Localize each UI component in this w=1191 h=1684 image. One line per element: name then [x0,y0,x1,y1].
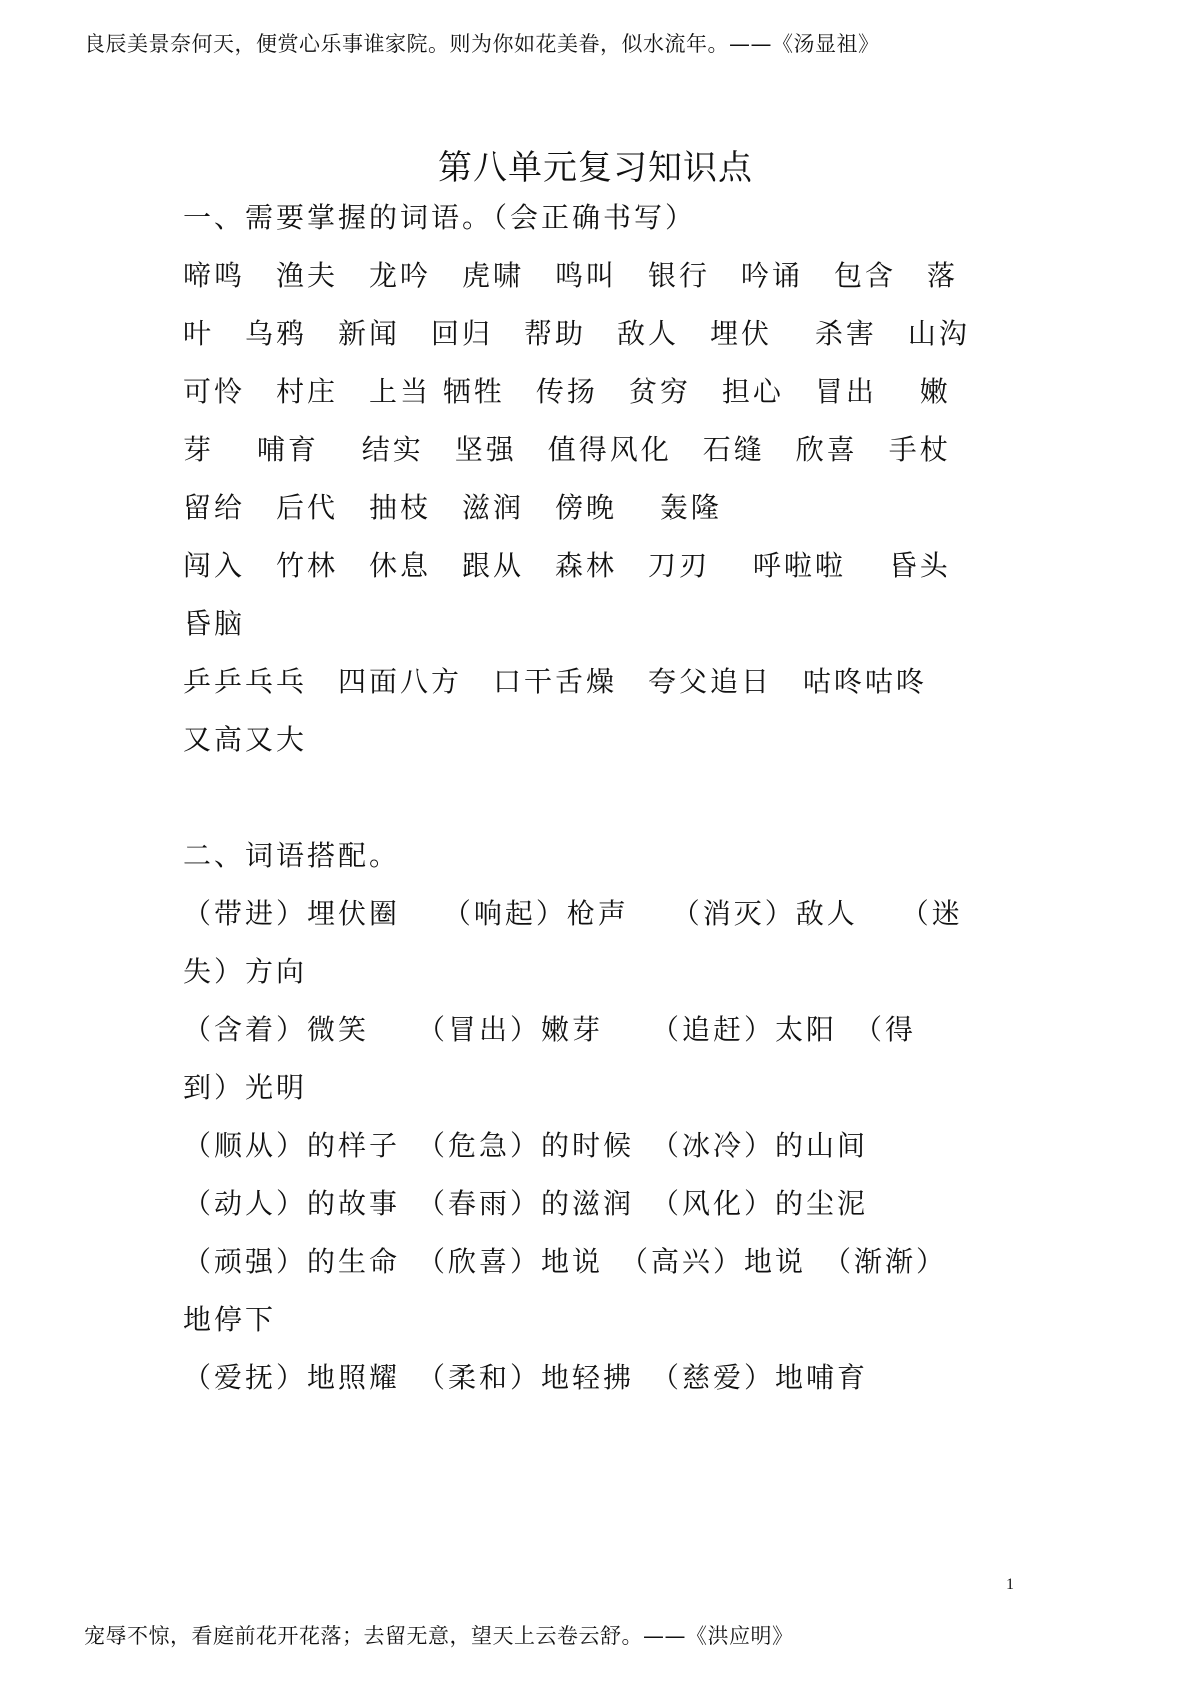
header-quote: 良辰美景奈何天，便赏心乐事谁家院。则为你如花美眷，似水流年。——《汤显祖》 [84,32,880,56]
vocab-line: 昏脑 [183,607,246,640]
page-number: 1 [1006,1576,1014,1593]
vocab-line: 留给 后代 抽枝 滋润 傍晚 轰隆 [183,491,722,524]
pairing-line: 失）方向 [183,955,308,988]
vocab-line: 芽 哺育 结实 坚强 值得风化 石缝 欣喜 手杖 [183,433,951,466]
section1-heading: 一、需要掌握的词语。（会正确书写） [183,201,697,234]
vocab-line: 可怜 村庄 上当 牺牲 传扬 贫穷 担心 冒出 嫩 [183,375,951,408]
pairing-line: （爱抚）地照耀 （柔和）地轻拂 （慈爱）地哺育 [183,1361,869,1394]
pairing-line: （含着）微笑 （冒出）嫩芽 （追赶）太阳 （得 [183,1013,917,1046]
pairing-line: （动人）的故事 （春雨）的滋润 （风化）的尘泥 [183,1187,869,1220]
vocab-line: 乒乒乓乓 四面八方 口干舌燥 夸父追日 咕咚咕咚 [183,665,928,698]
footer-quote: 宠辱不惊，看庭前花开花落；去留无意，望天上云卷云舒。——《洪应明》 [84,1624,794,1648]
vocab-line: 又高又大 [183,723,308,756]
section2-heading: 二、词语搭配。 [183,839,401,872]
pairing-line: 地停下 [183,1303,277,1336]
page-title: 第八单元复习知识点 [438,148,753,188]
pairing-line: （顽强）的生命 （欣喜）地说 （高兴）地说 （渐渐） [183,1245,948,1278]
vocab-line: 闯入 竹林 休息 跟从 森林 刀刃 呼啦啦 昏头 [183,549,951,582]
pairing-line: 到）光明 [183,1071,308,1104]
pairing-line: （顺从）的样子 （危急）的时候 （冰冷）的山间 [183,1129,869,1162]
vocab-line: 叶 乌鸦 新闻 回归 帮助 敌人 埋伏 杀害 山沟 [183,317,970,350]
pairing-line: （带进）埋伏圈 （响起）枪声 （消灭）敌人 （迷 [183,897,963,930]
vocab-line: 啼鸣 渔夫 龙吟 虎啸 鸣叫 银行 吟诵 包含 落 [183,259,959,292]
